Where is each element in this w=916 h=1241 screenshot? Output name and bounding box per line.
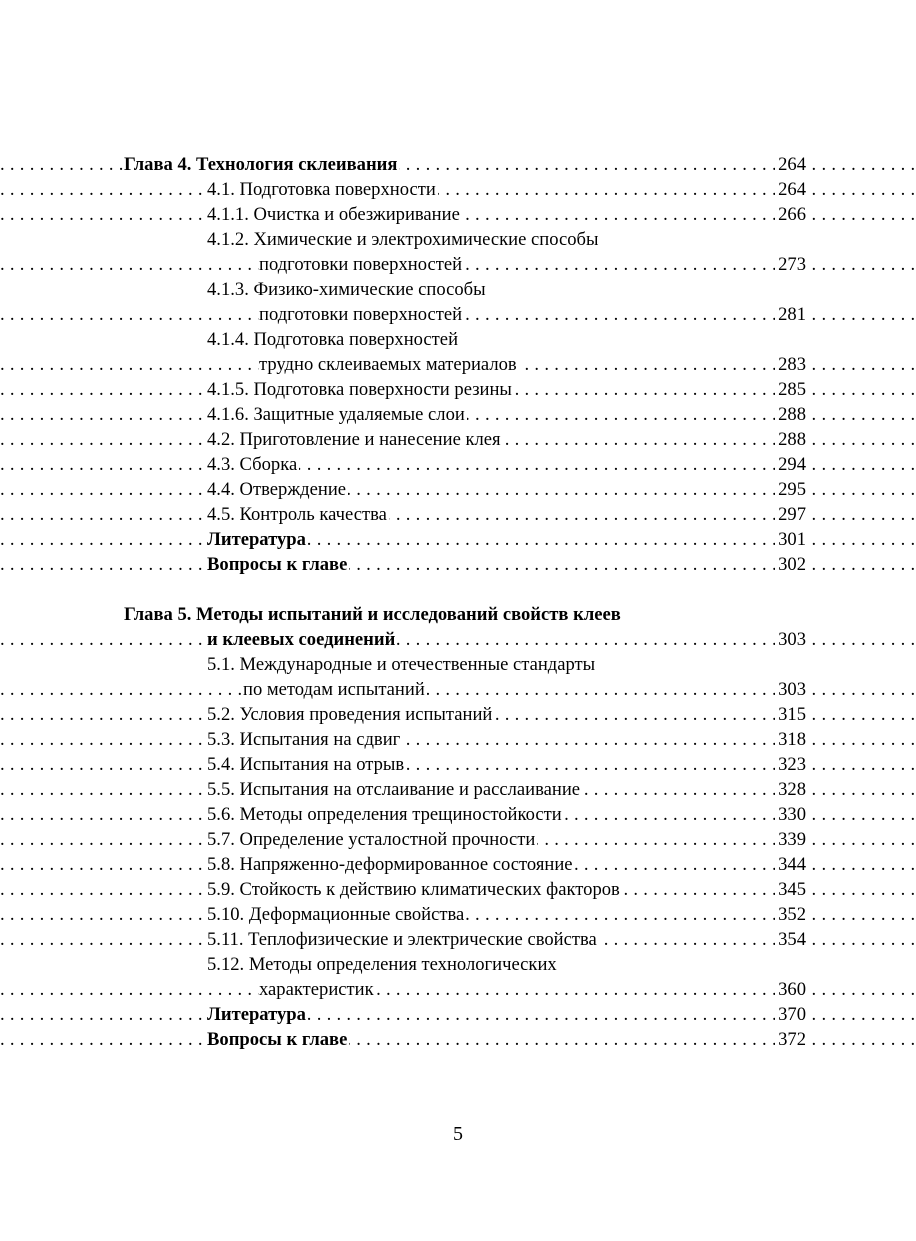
toc-entry — [0, 927, 916, 952]
toc-title: 4.1. Подготовка поверхности — [207, 179, 436, 200]
toc-page: 315 — [775, 702, 806, 727]
toc-title: 4.4. Отверждение — [207, 479, 347, 500]
toc-page: 295 — [775, 477, 806, 502]
toc-page: 283 — [775, 352, 806, 377]
toc-title-cont: характеристик — [259, 979, 374, 1000]
toc-page: 285 — [775, 377, 806, 402]
toc-title-cont: подготовки поверхностей — [259, 254, 463, 275]
toc-title: Вопросы к главе — [207, 1029, 348, 1050]
toc-entry — [0, 727, 916, 752]
toc-entry — [0, 227, 916, 252]
toc-page: 266 — [775, 202, 806, 227]
toc-title: 4.5. Контроль качества — [207, 504, 387, 525]
toc-entry — [0, 477, 916, 502]
toc-title: Литература — [207, 529, 306, 550]
toc-entry — [0, 827, 916, 852]
toc-title: 4.1.1. Очистка и обезжиривание — [207, 204, 460, 225]
toc-title: 5.12. Методы определения технологических — [207, 954, 557, 975]
toc-entry — [0, 327, 916, 352]
toc-page: 352 — [775, 902, 806, 927]
toc-title: 5.7. Определение усталостной прочности — [207, 829, 536, 850]
toc-title: Вопросы к главе — [207, 554, 348, 575]
toc-entry — [0, 277, 916, 302]
toc-title: 4.1.6. Защитные удаляемые слои — [207, 404, 465, 425]
toc-literature — [0, 527, 916, 552]
toc-page: 318 — [775, 727, 806, 752]
toc-title: Литература — [207, 1004, 306, 1025]
toc-title-cont: по методам испытаний — [243, 679, 425, 700]
page-number: 5 — [453, 1123, 463, 1145]
toc-page: 328 — [775, 777, 806, 802]
toc-title: 5.11. Теплофизические и электрические свойства — [207, 929, 597, 950]
toc-title-cont: подготовки поверхностей — [259, 304, 463, 325]
toc-title: 4.2. Приготовление и нанесение клея — [207, 429, 501, 450]
toc-title: 5.10. Деформационные свойства — [207, 904, 465, 925]
toc-title: 5.4. Испытания на отрыв — [207, 754, 405, 775]
toc-entry — [0, 852, 916, 877]
toc-title-cont: трудно склеиваемых материалов — [259, 354, 517, 375]
chapter-5-heading — [0, 602, 916, 627]
toc-entry — [0, 802, 916, 827]
toc-page: 288 — [775, 402, 806, 427]
toc-entry — [0, 427, 916, 452]
toc-page: 281 — [775, 302, 806, 327]
toc-entry — [0, 777, 916, 802]
toc-title: Глава 5. Методы испытаний и исследований свойств клеев — [124, 604, 621, 625]
toc-page: 302 — [775, 552, 806, 577]
chapter-5-heading-continuation — [0, 627, 916, 652]
toc-title: 4.1.3. Физико-химические способы — [207, 279, 486, 300]
toc-entry — [0, 752, 916, 777]
chapter-4-heading — [0, 152, 916, 177]
toc-page: 372 — [775, 1027, 806, 1052]
toc-page: 339 — [775, 827, 806, 852]
toc-page: 370 — [775, 1002, 806, 1027]
toc-page: 330 — [775, 802, 806, 827]
toc-page: 264 — [775, 177, 806, 202]
toc-page: 294 — [775, 452, 806, 477]
toc-title: Глава 4. Технология склеивания — [124, 154, 398, 175]
toc-title: 4.3. Сборка — [207, 454, 298, 475]
toc-entry-continuation — [0, 677, 916, 702]
toc-page: 303 — [775, 677, 806, 702]
toc-title: 4.1.4. Подготовка поверхностей — [207, 329, 459, 350]
toc-title: 5.1. Международные и отечественные стандарты — [207, 654, 596, 675]
toc-page: 297 — [775, 502, 806, 527]
toc-title: 5.3. Испытания на сдвиг — [207, 729, 401, 750]
toc-entry-continuation — [0, 302, 916, 327]
toc-entry-continuation — [0, 352, 916, 377]
toc-entry-continuation — [0, 977, 916, 1002]
toc-entry — [0, 952, 916, 977]
toc-page: 301 — [775, 527, 806, 552]
toc-entry — [0, 452, 916, 477]
toc-page: 303 — [775, 627, 806, 652]
toc-title: 4.1.2. Химические и электрохимические способы — [207, 229, 599, 250]
toc-title: 4.1.5. Подготовка поверхности резины — [207, 379, 512, 400]
toc-entry-continuation — [0, 252, 916, 277]
toc-entry — [0, 202, 916, 227]
toc-entry — [0, 402, 916, 427]
toc-entry — [0, 702, 916, 727]
toc-title: 5.9. Стойкость к действию климатических факторов — [207, 879, 620, 900]
toc-page: 323 — [775, 752, 806, 777]
section-gap — [0, 577, 916, 602]
toc-entry — [0, 902, 916, 927]
toc-page: 344 — [775, 852, 806, 877]
table-of-contents — [0, 152, 916, 1052]
toc-entry — [0, 877, 916, 902]
toc-title-cont: и клеевых соединений — [207, 629, 396, 650]
toc-questions — [0, 552, 916, 577]
toc-title: 5.6. Методы определения трещиностойкости — [207, 804, 562, 825]
toc-literature — [0, 1002, 916, 1027]
toc-questions — [0, 1027, 916, 1052]
toc-entry — [0, 377, 916, 402]
toc-page: 273 — [775, 252, 806, 277]
toc-page: 360 — [775, 977, 806, 1002]
toc-page: 345 — [775, 877, 806, 902]
toc-page: 288 — [775, 427, 806, 452]
toc-title: 5.5. Испытания на отслаивание и расслаивание — [207, 779, 581, 800]
toc-entry — [0, 177, 916, 202]
toc-page: 264 — [775, 152, 806, 177]
toc-entry — [0, 502, 916, 527]
toc-entry — [0, 652, 916, 677]
toc-page: 354 — [775, 927, 806, 952]
toc-title: 5.8. Напряженно-деформированное состояние — [207, 854, 573, 875]
toc-title: 5.2. Условия проведения испытаний — [207, 704, 493, 725]
